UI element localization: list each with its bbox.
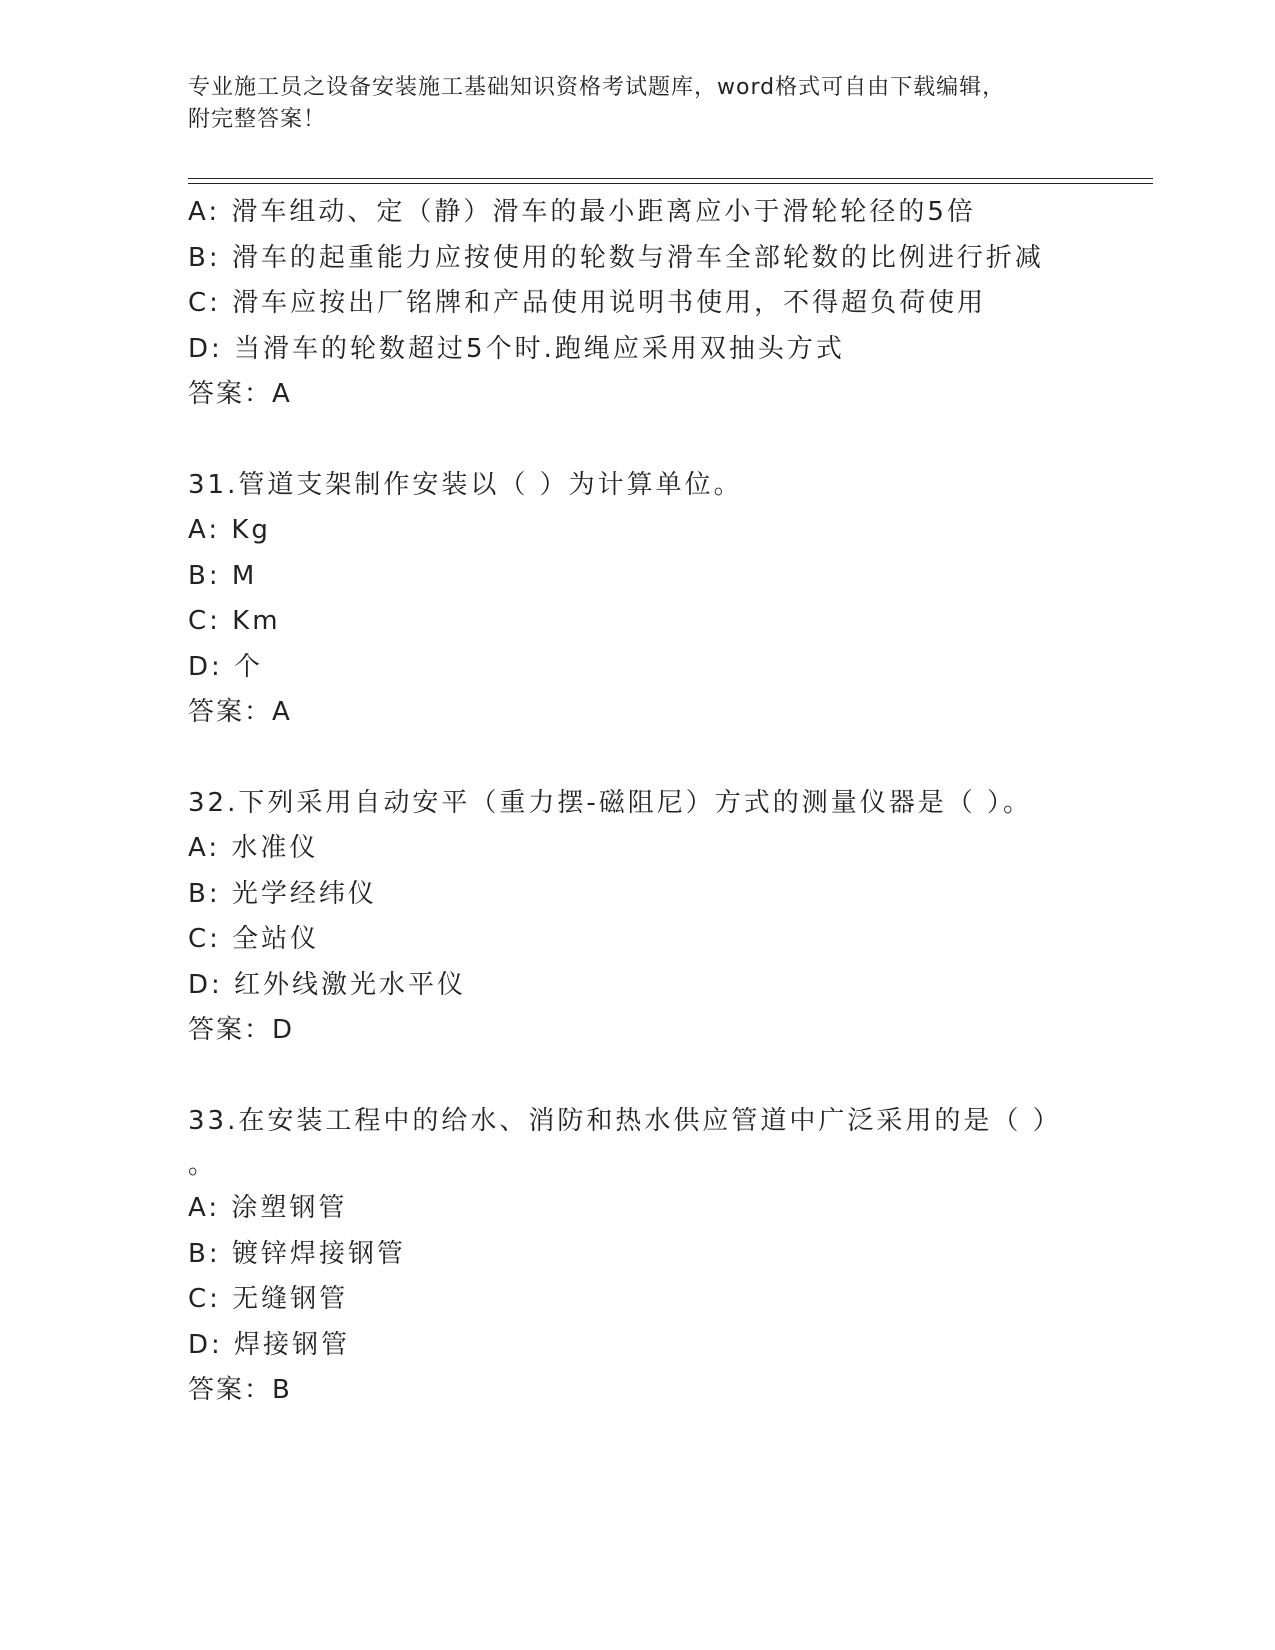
option-a: A: 水准仪 bbox=[188, 833, 319, 863]
option-c: C: 滑车应按出厂铭牌和产品使用说明书使用，不得超负荷使用 bbox=[188, 288, 987, 318]
option-d: D: 个 bbox=[188, 651, 264, 682]
answer: 答案：D bbox=[188, 1015, 295, 1045]
question-text: 32.下列采用自动安平（重力摆-磁阻尼）方式的测量仪器是（ ）。 bbox=[188, 787, 1032, 818]
option-d: D: 红外线激光水平仪 bbox=[188, 969, 467, 1000]
option-b: B: 光学经纬仪 bbox=[188, 878, 377, 909]
spacer bbox=[188, 736, 1088, 781]
question-32 bbox=[188, 781, 1088, 1054]
answer: 答案：B bbox=[188, 1375, 292, 1405]
question-33 bbox=[188, 1099, 1088, 1414]
option-c: C: 无缝钢管 bbox=[188, 1284, 349, 1314]
question-text: 33.在安装工程中的给水、消防和热水供应管道中广泛采用的是（ ） bbox=[188, 1105, 1062, 1136]
option-a: A: 涂塑钢管 bbox=[188, 1193, 348, 1223]
option-b: B: 镀锌焊接钢管 bbox=[188, 1238, 406, 1269]
option-b: B: M bbox=[188, 560, 258, 591]
header-line-2: 附完整答案！ bbox=[188, 107, 327, 132]
option-a: A: 滑车组动、定（静）滑车的最小距离应小于滑轮轮径的5倍 bbox=[188, 197, 976, 227]
question-text: 31.管道支架制作安装以（ ）为计算单位。 bbox=[188, 469, 743, 500]
option-d: D: 焊接钢管 bbox=[188, 1329, 351, 1360]
answer: 答案：A bbox=[188, 697, 292, 727]
option-c: C: Km bbox=[188, 606, 281, 636]
question-31 bbox=[188, 463, 1088, 736]
option-a: A: Kg bbox=[188, 515, 271, 545]
option-d: D: 当滑车的轮数超过5个时.跑绳应采用双抽头方式 bbox=[188, 333, 845, 364]
spacer bbox=[188, 1054, 1088, 1099]
option-c: C: 全站仪 bbox=[188, 924, 320, 954]
header-line-1: 专业施工员之设备安装施工基础知识资格考试题库，word格式可自由下载编辑， bbox=[188, 75, 1006, 100]
question-text-continuation: 。 bbox=[188, 1150, 218, 1180]
answer: 答案：A bbox=[188, 379, 292, 409]
question-30 bbox=[188, 190, 1088, 418]
spacer bbox=[188, 418, 1088, 463]
question-list bbox=[188, 190, 1088, 1414]
header-divider-top bbox=[188, 178, 1153, 179]
option-b: B: 滑车的起重能力应按使用的轮数与滑车全部轮数的比例进行折减 bbox=[188, 242, 1044, 273]
header-divider-bottom bbox=[188, 183, 1153, 184]
document-header bbox=[188, 72, 1088, 136]
